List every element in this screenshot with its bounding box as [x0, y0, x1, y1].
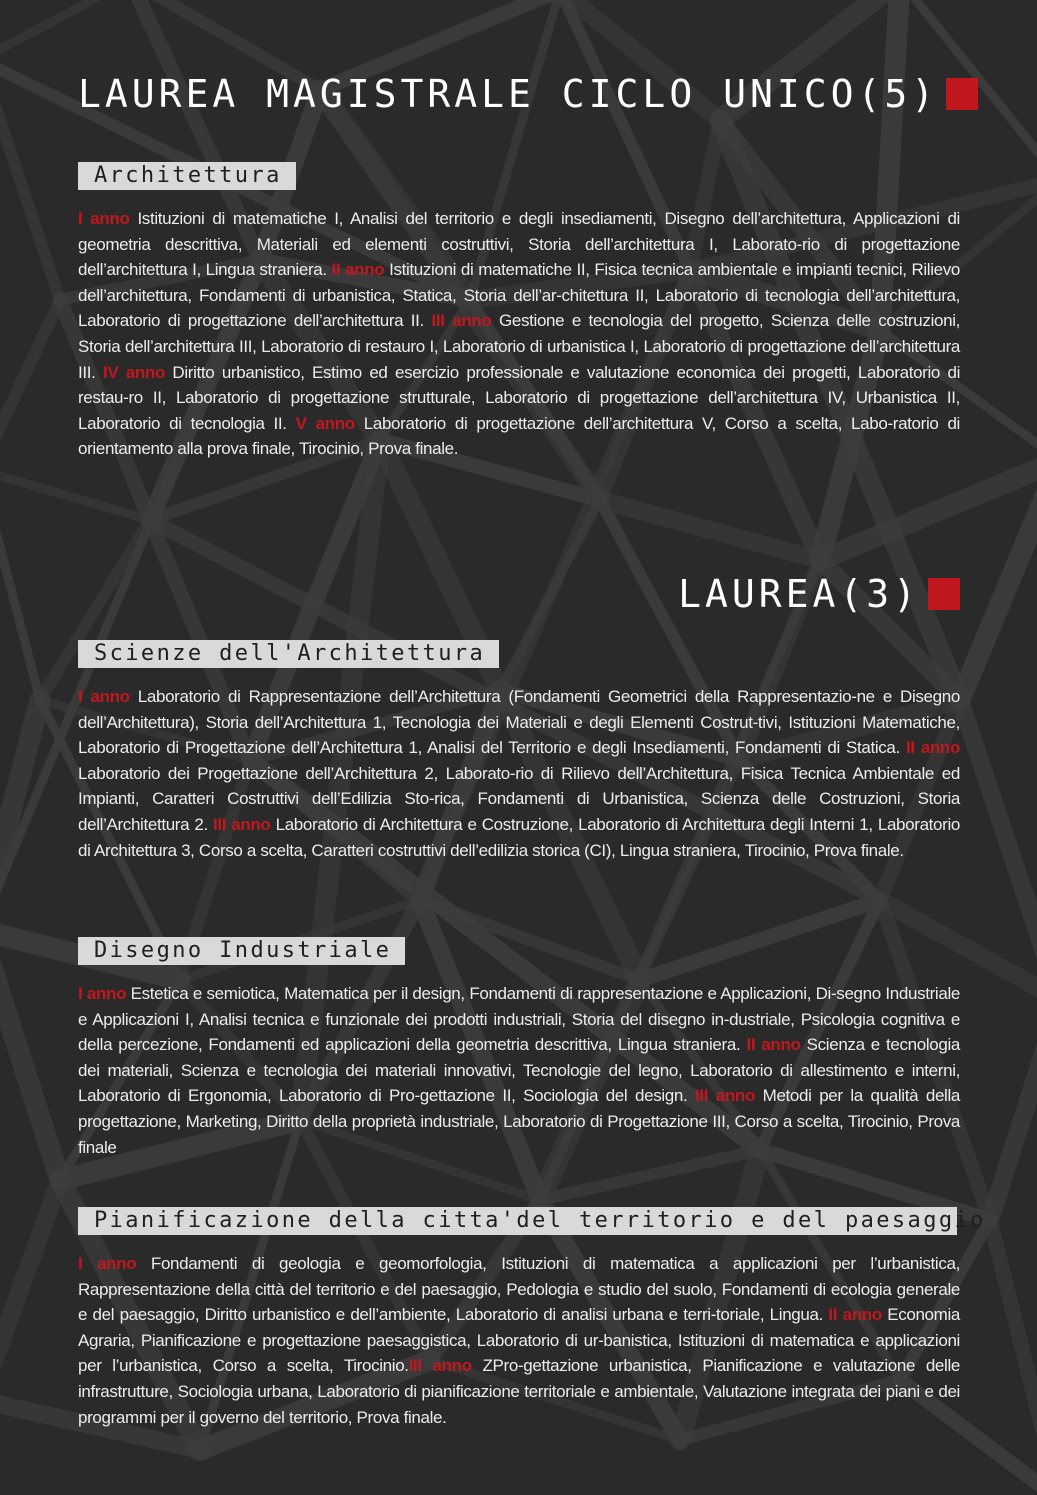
course-label-architettura: Architettura [78, 162, 296, 190]
course-label-disegno-industriale: Disegno Industriale [78, 937, 405, 965]
year-tag: III anno [408, 1356, 472, 1376]
year-tag: I anno [78, 687, 130, 706]
year-subjects: Istituzioni di matematiche II, Fisica tecnica ambientale e impianti tecnici, Rilievo dell’architettura, Fondamenti di urbanistica, Statica, Storia dell’ar-chitettura II, Laboratorio di tecnologia dell’architettura, Laboratorio di progettazione dell’architettura II. [78, 260, 961, 331]
year-subjects: Laboratorio di progettazione dell’architettura V, Corso a scelta, Labo-ratorio di orientamento alla prova finale, Tirocinio, Prova finale. [78, 413, 960, 459]
course-label-pianificazione: Pianificazione della citta'del territorio e del paesaggio [78, 1207, 957, 1235]
year-subjects: Gestione e tecnologia del progetto, Scienza delle costruzioni, Storia dell’architettura III, Laboratorio di restauro I, Laboratorio di urbanistica I, Laboratorio di progettazione dell’architettura III. [78, 311, 961, 382]
year-subjects: Estetica e semiotica, Matematica per il design, Fondamenti di rappresentazione e Applicazioni, Di-segno Industriale e Applicazioni I, Analisi tecnica e funzionale dei prodotti industriali, Storia del disegno in-dustriale, Psicologia cognitiva e della percezione, Fondamenti ed applicazioni della geometria descrittiva, Lingua straniera. [78, 984, 960, 1055]
year-subjects: Diritto urbanistico, Estimo ed esercizio professionale e valutazione economica dei progetti, Laboratorio di restau-ro II, Laboratorio di progettazione strutturale, Laboratorio di progettazione dell’architettura IV, Urbanistica II, Laboratorio di tecnologia II. [78, 362, 960, 433]
section-title-laurea-magistrale [78, 74, 978, 114]
section-title-laurea [678, 574, 960, 614]
year-tag: V anno [295, 413, 355, 433]
year-tag: I anno [78, 984, 127, 1003]
year-subjects: Laboratorio di Architettura e Costruzione, Laboratorio di Architettura degli Interni 1, Laboratorio di Architettura 3, Corso a scelta, Caratteri costruttivi dell’edilizia storica (CI), Lingua straniera, Tirocinio, Prova finale. [78, 814, 960, 860]
year-tag: II anno [905, 738, 960, 758]
year-tag: III anno [212, 814, 271, 834]
year-subjects: Scienza e tecnologia dei materiali, Scienza e tecnologia dei materiali innovativi, Tecnologie del legno, Laboratorio di allestimento e interni, Laboratorio di Ergonomia, Laboratorio di Pro-gettazione II, Sociologia del design. [78, 1035, 961, 1106]
year-subjects: Laboratorio dei Progettazione dell’Architettura 2, Laborato-rio di Rilievo dell’Architettura, Fisica Tecnica Ambientale ed Impianti, Caratteri Costruttivi dell’Edilizia Sto-rica, Fondamenti di Urbanistica, Scienza delle Costruzioni, Storia dell’Architettura 2. [78, 763, 960, 834]
year-subjects: Istituzioni di matematiche I, Analisi del territorio e degli insediamenti, Disegno dell’architettura, Applicazioni di geometria descrittiva, Materiali ed elementi costruttivi, Storia dell’architettura I, Laborato-rio di progettazione dell’architettura I, Lingua straniera. [78, 209, 960, 280]
course-description-pianificazione [78, 1251, 960, 1430]
year-tag: III anno [431, 311, 492, 331]
year-tag: II anno [746, 1035, 801, 1055]
section-title-text: LAUREA MAGISTRALE CICLO UNICO(5) [78, 72, 939, 116]
year-tag: I anno [78, 1254, 137, 1273]
year-tag: IV anno [102, 362, 165, 382]
year-subjects: Laboratorio di Rappresentazione dell’Architettura (Fondamenti Geometrici della Rappresentazio-ne e Disegno dell’Architettura), Storia dell’Architettura 1, Tecnologia dei Materiali e degli Elementi Costrut-tivi, Istituzioni Matematiche, Laboratorio di Progettazione dell’Architettura 1, Analisi del Territorio e degli Insediamenti, Fondamenti di Statica. [78, 687, 960, 758]
red-square-marker [946, 78, 978, 110]
year-subjects: Metodi per la qualità della progettazione, Marketing, Diritto della proprietà industriale, Laboratorio di Progettazione III, Corso a scelta, Tirocinio, Prova finale [78, 1086, 961, 1157]
red-square-marker [928, 578, 960, 610]
section-title-text: LAUREA(3) [678, 572, 920, 616]
course-description-scienze-architettura [78, 684, 960, 863]
year-subjects: Fondamenti di geologia e geomorfologia, Istituzioni di matematica a applicazioni per l’urbanistica, Rappresentazione della città del territorio e del paesaggio, Pedologia e studio del suolo, Fondamenti di ecologia generale e del paesaggio, Diritto urbanistico e dell’ambiente, Laboratorio di analisi urbana e terri-toriale, Lingua. [78, 1254, 960, 1325]
course-description-architettura [78, 206, 960, 462]
year-tag: II anno [331, 260, 385, 280]
year-subjects: Economia Agraria, Pianificazione e progettazione paesaggistica, Laboratorio di ur-banistica, Istituzioni di matematica e applicazioni per l’urbanistica, Corso a scelta, Tirocinio. [78, 1305, 961, 1376]
course-label-scienze-architettura: Scienze dell'Architettura [78, 640, 499, 668]
year-tag: III anno [695, 1086, 755, 1106]
course-description-disegno-industriale [78, 981, 960, 1160]
year-tag: II anno [828, 1305, 882, 1325]
year-subjects: ZPro-gettazione urbanistica, Pianificazione e valutazione delle infrastrutture, Sociologia urbana, Laboratorio di pianificazione territoriale e ambientale, Valutazione integrata dei piani e dei programmi per il governo del territorio, Prova finale. [78, 1356, 960, 1427]
year-tag: I anno [78, 209, 130, 228]
